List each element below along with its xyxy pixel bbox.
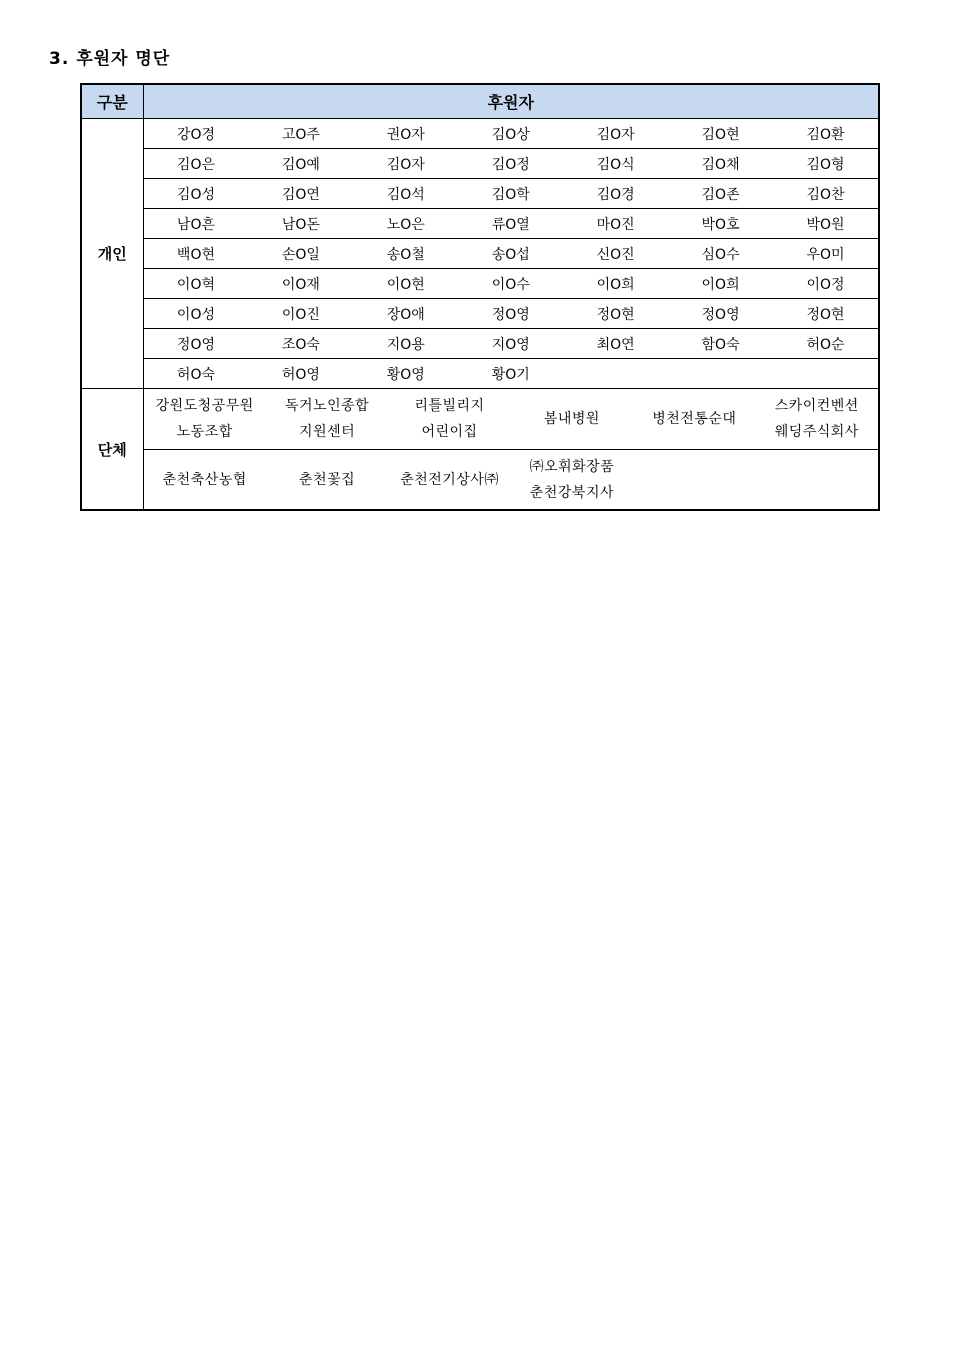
donor-name: 박O호 [668, 209, 773, 239]
donor-name: 허O영 [281, 366, 320, 383]
group-donor-line: 춘천축산농협 [162, 471, 247, 488]
donor-name: 권O자 [353, 119, 458, 149]
donor-name: 장O애 [353, 299, 458, 329]
donor-name: 정O영 [144, 329, 249, 359]
donor-name: 이O진 [248, 299, 353, 329]
individual-label: 개인 [81, 119, 143, 389]
group-donor-line: 춘천강북지사 [529, 484, 614, 501]
group-donor-name [388, 450, 510, 510]
donor-name: 김O상 [458, 119, 563, 149]
table-row [144, 450, 879, 510]
donor-name: 김O예 [248, 149, 353, 179]
donor-name: 김O현 [668, 119, 773, 149]
donor-name: 김O존 [668, 179, 773, 209]
table-row [144, 329, 879, 359]
group-donor-name [144, 389, 266, 450]
donor-name: 김O자 [563, 119, 668, 149]
table-row [144, 269, 879, 299]
group-donor-line: 봄내병원 [543, 411, 600, 427]
donor-name: 정O영 [458, 299, 563, 329]
donor-table [80, 83, 880, 511]
donor-name: 허O숙 [176, 366, 215, 383]
donor-name: 백O현 [144, 239, 249, 269]
group-donor-name [633, 389, 755, 450]
donor-name: 류O열 [458, 209, 563, 239]
table-row [144, 119, 879, 149]
donor-name: 김O채 [668, 149, 773, 179]
donor-name: 이O성 [144, 299, 249, 329]
table-row [144, 149, 879, 179]
donor-name: 김O환 [773, 119, 878, 149]
donor-name: 김O자 [353, 149, 458, 179]
donor-name [773, 359, 878, 389]
table-row [144, 389, 879, 450]
donor-name: 이O혁 [144, 269, 249, 299]
group-donor-line: 병천전통순대 [652, 411, 737, 427]
donor-name: 정O현 [563, 299, 668, 329]
donor-name: 황O영 [386, 366, 425, 383]
group-donor-name [144, 450, 266, 510]
group-donor-line: 춘천꽃집 [299, 471, 356, 488]
donor-name: 김O석 [353, 179, 458, 209]
donor-name: 최O연 [563, 329, 668, 359]
donor-name: 심O수 [668, 239, 773, 269]
group-donor-line: ㈜오휘화장품 [529, 458, 615, 475]
donor-name: 고O주 [248, 119, 353, 149]
donor-name: 허O순 [773, 329, 878, 359]
group-donor-line: 노동조합 [176, 424, 233, 440]
donor-name: 김O형 [773, 149, 878, 179]
donor-name: 손O일 [248, 239, 353, 269]
donor-name: 김O성 [144, 179, 249, 209]
donor-name: 이O희 [668, 269, 773, 299]
donor-name: 박O원 [773, 209, 878, 239]
donor-name: 강O경 [144, 119, 249, 149]
table-row [144, 239, 879, 269]
donor-name: 함O숙 [668, 329, 773, 359]
header-donors: 후원자 [143, 84, 879, 119]
donor-name: 송O섭 [458, 239, 563, 269]
donor-name: 김O식 [563, 149, 668, 179]
group-donor-line: 웨딩주식회사 [774, 424, 859, 440]
group-donor-line: 지원센터 [299, 424, 356, 440]
group-donor-line: 독거노인종합 [285, 398, 370, 414]
donor-name: 이O정 [773, 269, 878, 299]
donor-name: 지O영 [458, 329, 563, 359]
donor-name: 김O경 [563, 179, 668, 209]
donor-name: 노O은 [353, 209, 458, 239]
group-donor-name [266, 450, 388, 510]
group-donor-name [511, 389, 633, 450]
group-donor-name [266, 389, 388, 450]
donor-name: 김O정 [458, 149, 563, 179]
donor-name: 이O희 [563, 269, 668, 299]
individual-donors [143, 119, 879, 389]
group-label: 단체 [81, 389, 143, 511]
donor-name: 김O학 [458, 179, 563, 209]
donor-name: 남O돈 [248, 209, 353, 239]
donor-name: 송O철 [353, 239, 458, 269]
table-row [144, 179, 879, 209]
group-donors [143, 389, 879, 511]
donor-name: 이O현 [353, 269, 458, 299]
group-section [81, 389, 879, 511]
donor-name: 김O연 [248, 179, 353, 209]
donor-name: 남O흔 [144, 209, 249, 239]
individual-grid [144, 119, 879, 388]
individual-section [81, 119, 879, 389]
donor-name: 김O은 [144, 149, 249, 179]
donor-name: 우O미 [773, 239, 878, 269]
group-donor-name [633, 450, 755, 510]
donor-name: 김O찬 [773, 179, 878, 209]
donor-name: 마O진 [563, 209, 668, 239]
group-donor-name [511, 450, 633, 510]
table-header-row [81, 84, 879, 119]
donor-name: 이O수 [458, 269, 563, 299]
table-row [144, 299, 879, 329]
group-donor-name [388, 389, 510, 450]
donor-name: 조O숙 [248, 329, 353, 359]
group-grid [144, 389, 879, 509]
group-donor-line: 어린이집 [421, 424, 478, 440]
group-donor-line: 강원도청공무원 [155, 398, 254, 414]
donor-name: 정O영 [668, 299, 773, 329]
table-row [144, 209, 879, 239]
donor-name: 황O기 [491, 366, 530, 383]
group-donor-line: 리틀빌리지 [414, 398, 485, 414]
header-category: 구분 [81, 84, 143, 119]
group-donor-name [756, 389, 878, 450]
group-donor-line: 춘천전기상사㈜ [400, 471, 499, 488]
donor-name: 이O재 [248, 269, 353, 299]
group-donor-name [756, 450, 878, 510]
donor-name [563, 359, 668, 389]
donor-name: 신O진 [563, 239, 668, 269]
group-donor-line: 스카이컨벤션 [774, 398, 859, 414]
table-row [144, 359, 879, 389]
section-title: 3. 후원자 명단 [49, 49, 171, 69]
donor-name: 지O용 [353, 329, 458, 359]
donor-name [668, 359, 773, 389]
donor-name: 정O현 [773, 299, 878, 329]
